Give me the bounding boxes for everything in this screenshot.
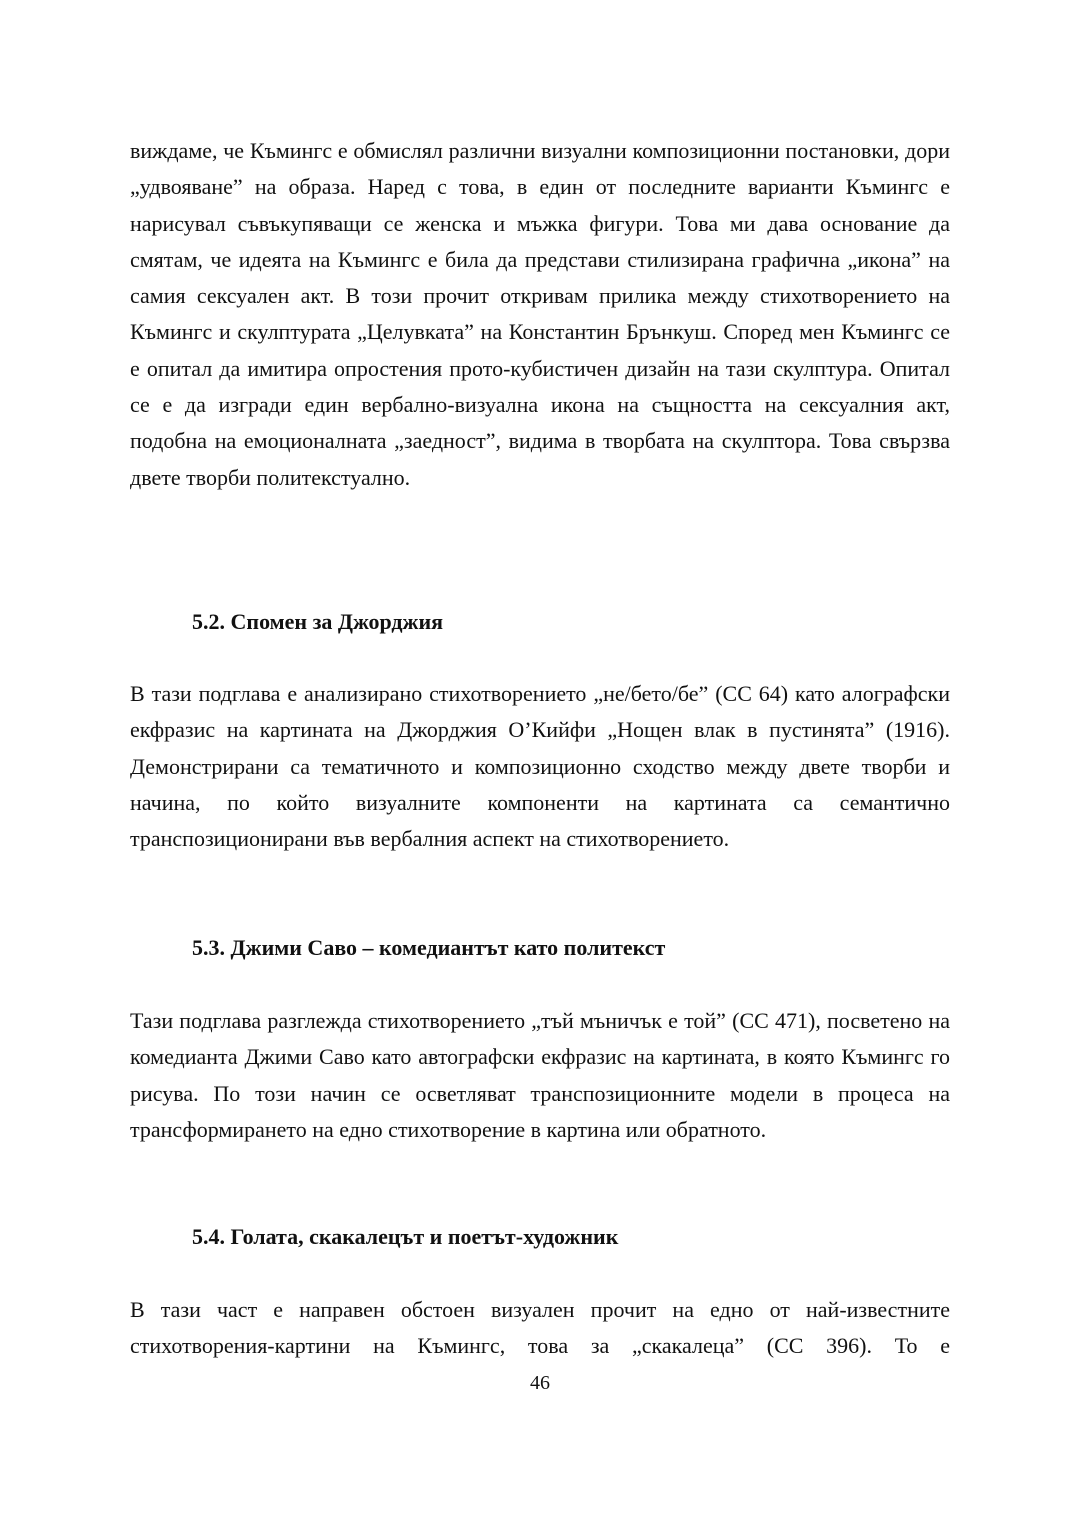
paragraph-intro: виждаме, че Къмингс е обмислял различни визуални композиционни постановки, дори „удвояване” на образа. Наред с това, в един от последните варианти Къмингс е нарисувал съвъкупяващи се женска и мъжка фигури. Това ми дава основание да смятам, че идеята на Къмингс е била да представи стилизирана графична „икона” на самия сексуален акт. В този прочит откривам прилика между стихотворението на Къмингс и скулптурата „Целувката” на Константин Брънкуш. Според мен Къмингс се е опитал да имитира опростения прото-кубистичен дизайн на тази скулптура. Опитал се е да изгради един вербално-визуална икона на същността на сексуалния акт, подобна на емоционалната „заедност”, видима в творбата на скулптора. Това свързва двете творби политекстуално. xyxy=(130,138,950,490)
page-number: 46 xyxy=(530,1372,550,1394)
section-heading-5-4: 5.4. Голата, скакалецът и поетът-художник xyxy=(192,1224,619,1249)
paragraph-section-5-4: В тази част е направен обстоен визуален прочит на едно от най-известните стихотворения-картини на Къмингс, това за „скакалеца” (CC 396). То е xyxy=(130,1297,950,1359)
paragraph-section-5-3-block xyxy=(130,1003,950,1148)
paragraph-section-5-2: В тази подглава е анализирано стихотворението „не/бето/бе” (CC 64) като алографски екфразис на картината на Джорджия О’Кийфи „Нощен влак в пустинята” (1916). Демонстрирани са тематичното и композиционно сходство между двете творби и начина, по който визуалните компоненти на картината са семантично транспозиционирани във вербалния аспект на стихотворението. xyxy=(130,681,950,852)
section-heading-5-3: 5.3. Джими Саво – комедиантът като политекст xyxy=(192,935,666,960)
paragraph-section-5-4-block xyxy=(130,1292,950,1365)
paragraph-section-5-2-block xyxy=(130,676,950,857)
paragraph-intro-block xyxy=(130,133,950,496)
section-heading-5-2: 5.2. Спомен за Джорджия xyxy=(192,609,444,634)
paragraph-section-5-3: Тази подглава разглежда стихотворението „тъй мъничък е той” (CC 471), посветено на комедианта Джими Саво като автографски екфразис на картината, в която Къмингс го рисува. По този начин се осветляват транспозиционните модели в процеса на трансформирането на едно стихотворение в картина или обратното. xyxy=(130,1008,950,1142)
